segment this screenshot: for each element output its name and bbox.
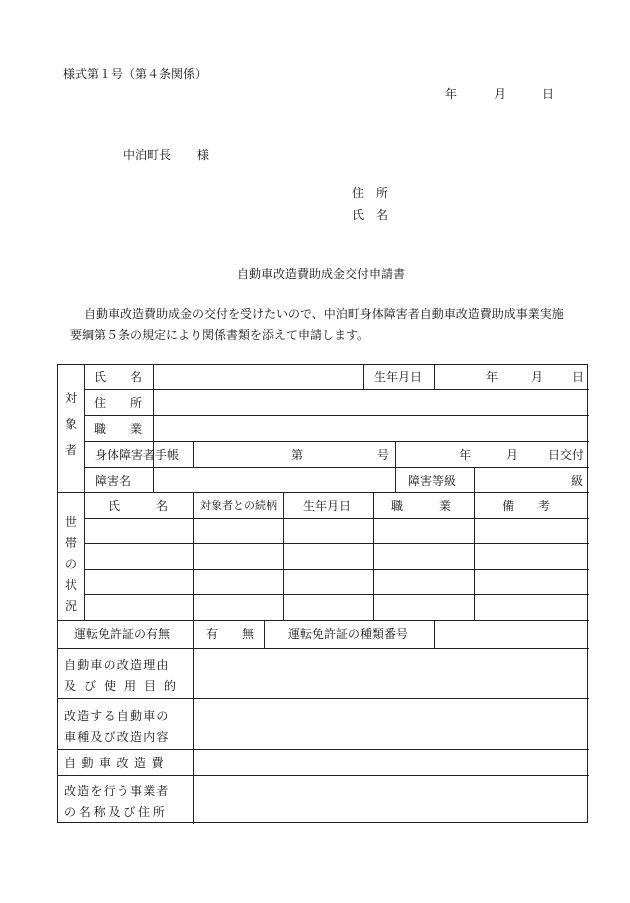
vendor-label [64, 781, 182, 823]
document-title: 自動車改造費助成金交付申請書 [237, 267, 406, 281]
subject-birth-day[interactable]: 日 [572, 370, 585, 384]
reason-field[interactable] [194, 649, 588, 697]
disability-label: 障害名 [95, 474, 132, 488]
household-heading: 世 帯 の 状 況 [64, 515, 77, 613]
grade-label: 障害等級 [408, 474, 457, 488]
subject-name-field[interactable] [154, 366, 362, 388]
handbook-issue-day[interactable]: 日交付 [548, 448, 585, 462]
vendor-label-line1: 改造を行う事業者 [64, 784, 170, 798]
reason-label-line1: 自動車の改造理由 [64, 658, 170, 672]
license-label: 運転免許証の有無 [74, 627, 171, 641]
honorific: 様 [197, 148, 210, 162]
subject-address-label: 住 所 [94, 396, 143, 410]
subject-birth-label: 生年月日 [374, 370, 423, 384]
addressee: 中泊町長 [123, 148, 172, 162]
form-id: 様式第１号（第４条関係） [63, 67, 208, 81]
vendor-field[interactable] [194, 776, 588, 822]
subject-job-label: 職 業 [94, 422, 143, 436]
date-day-label: 日 [542, 87, 555, 101]
applicant-address-label: 住 所 [352, 186, 389, 200]
model-label-line2: 車種及び改造内容 [64, 730, 170, 744]
subject-heading: 対 象 者 [64, 391, 77, 457]
disability-field[interactable] [154, 468, 394, 492]
cost-label: 自動車改造費 [64, 756, 170, 770]
body-text-line1: 自動車改造費助成金の交付を受けたいので、中泊町身体障害者自動車改造費助成事業実施 [84, 307, 564, 321]
grade-suffix: 級 [571, 474, 584, 488]
handbook-no-suffix: 号 [377, 448, 390, 462]
model-label-line1: 改造する自動車の [64, 709, 170, 723]
license-no[interactable]: 無 [242, 627, 255, 641]
subject-birth-month[interactable]: 月 [531, 370, 544, 384]
vendor-label-line2: の名称及び住所 [64, 805, 168, 819]
date-year-label: 年 [445, 87, 458, 101]
household-col-relation: 対象者との続柄 [200, 499, 277, 512]
cost-field[interactable] [194, 750, 588, 774]
license-type-label: 運転免許証の種類番号 [288, 627, 409, 641]
subject-name-label: 氏 名 [94, 370, 143, 384]
household-col-name: 氏 名 [108, 499, 169, 513]
household-col-job: 職 業 [391, 499, 452, 513]
license-yes[interactable]: 有 [206, 627, 219, 641]
model-field[interactable] [194, 699, 588, 748]
handbook-no-prefix: 第 [291, 448, 304, 462]
subject-birth-year[interactable]: 年 [486, 370, 499, 384]
date-month-label: 月 [494, 87, 507, 101]
household-col-birth: 生年月日 [303, 499, 352, 513]
application-table [57, 364, 588, 823]
subject-address-field[interactable] [154, 390, 588, 414]
reason-label [64, 655, 185, 697]
household-col-remarks: 備 考 [502, 499, 551, 513]
reason-label-line2: 及び使用目的 [64, 679, 185, 693]
handbook-label: 身体障害者手帳 [95, 448, 180, 462]
license-type-field[interactable] [435, 621, 588, 647]
handbook-issue-month[interactable]: 月 [506, 448, 519, 462]
handbook-issue-year[interactable]: 年 [459, 448, 472, 462]
model-label [64, 706, 182, 748]
subject-job-field[interactable] [154, 416, 588, 440]
body-text-line2: 要綱第５条の規定により関係書類を添えて申請します。 [70, 328, 370, 342]
applicant-name-label: 氏 名 [352, 208, 389, 222]
